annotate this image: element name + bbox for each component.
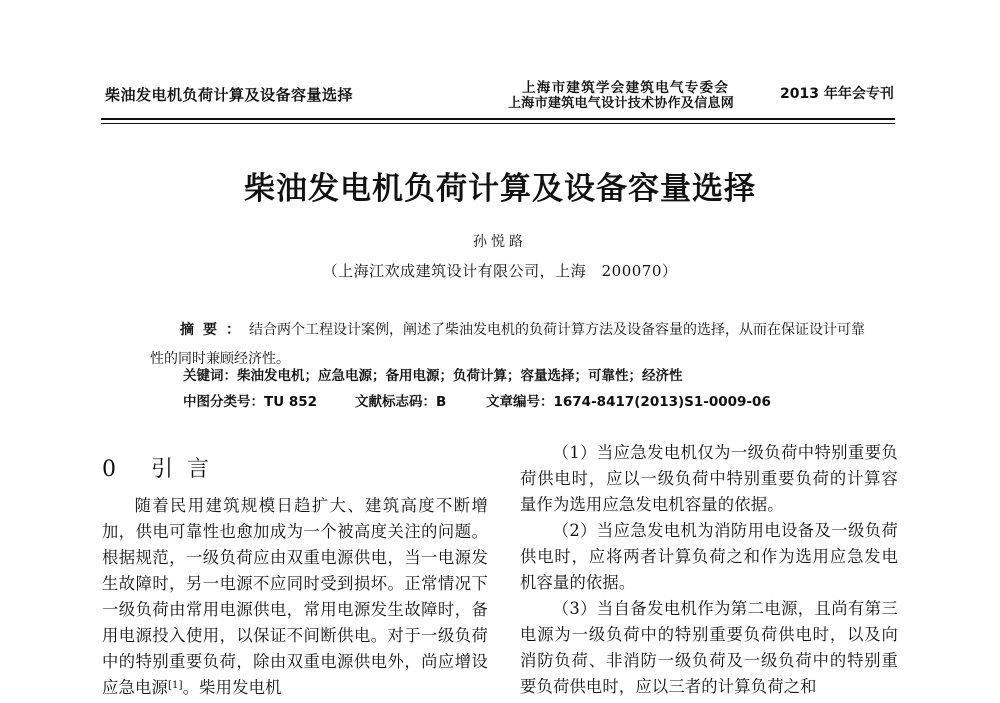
body-column-right [520, 440, 898, 700]
article-number: 文章编号：1674-8417(2013)S1-0009-06 [486, 394, 771, 410]
body-column-left [102, 493, 488, 701]
abstract-label: 摘要： [180, 322, 249, 338]
header-rule-thick [101, 118, 895, 120]
document-code: 文献标志码：B [355, 394, 447, 410]
clc-number: 中图分类号：TU 852 [183, 394, 318, 410]
paragraph: （3）当自备发电机作为第二电源，且尚有第三电源为一级负荷中的特别重要负荷供电时，以及向消防负荷、非消防一级负荷及一级负荷中的特别重要负荷供电时，应以三者的计算负荷之和 [520, 599, 898, 696]
section-title: 引言 [151, 457, 224, 482]
running-header-network: 上海市建筑电气设计技术协作及信息网 [508, 96, 735, 111]
paper-title: 柴油发电机负荷计算及设备容量选择 [244, 171, 756, 207]
section-number: 0 [102, 457, 130, 482]
citation-ref: [1] [167, 680, 183, 691]
keywords [183, 364, 683, 384]
author-name: 孙悦路 [473, 234, 527, 250]
running-header-society: 上海市建筑学会建筑电气专委会 [522, 80, 730, 96]
header-rule-thin [101, 123, 895, 124]
section-heading [102, 452, 223, 483]
running-header-issue: 2013 年年会专刊 [780, 86, 894, 102]
running-header-left: 柴油发电机负荷计算及设备容量选择 [105, 86, 354, 104]
abstract-text: 结合两个工程设计案例，阐述了柴油发电机的负荷计算方法及设备容量的选择，从而在保证设计可靠性的同时兼顾经济性。 [150, 322, 865, 367]
keywords-text: 柴油发电机；应急电源；备用电源；负荷计算；容量选择；可靠性；经济性 [237, 368, 683, 384]
keywords-label: 关键词： [183, 368, 237, 384]
paragraph: （2）当应急发电机为消防用电设备及一级负荷供电时，应将两者计算负荷之和作为选用应急发电机容量的依据。 [520, 521, 898, 592]
paragraph: 随着民用建筑规模日趋扩大、建筑高度不断增加，供电可靠性也愈加成为一个被高度关注的问题。根据规范，一级负荷应由双重电源供电，当一电源发生故障时，另一电源不应同时受到损坏。正常情况下一级负荷由常用电源供电，常用电源发生故障时，备用电源投入使用，以保证不间断供电。对于一级负荷中的特别重要负荷，除由双重电源供电外，尚应增设应急电源[1]。柴用发电机 [102, 496, 488, 697]
author-affiliation: （上海江欢成建筑设计有限公司，上海 200070） [322, 262, 678, 280]
paragraph: （1）当应急发电机仅为一级负荷中特别重要负荷供电时，应以一级负荷中特别重要负荷的计算容量作为选用应急发电机容量的依据。 [520, 443, 898, 514]
